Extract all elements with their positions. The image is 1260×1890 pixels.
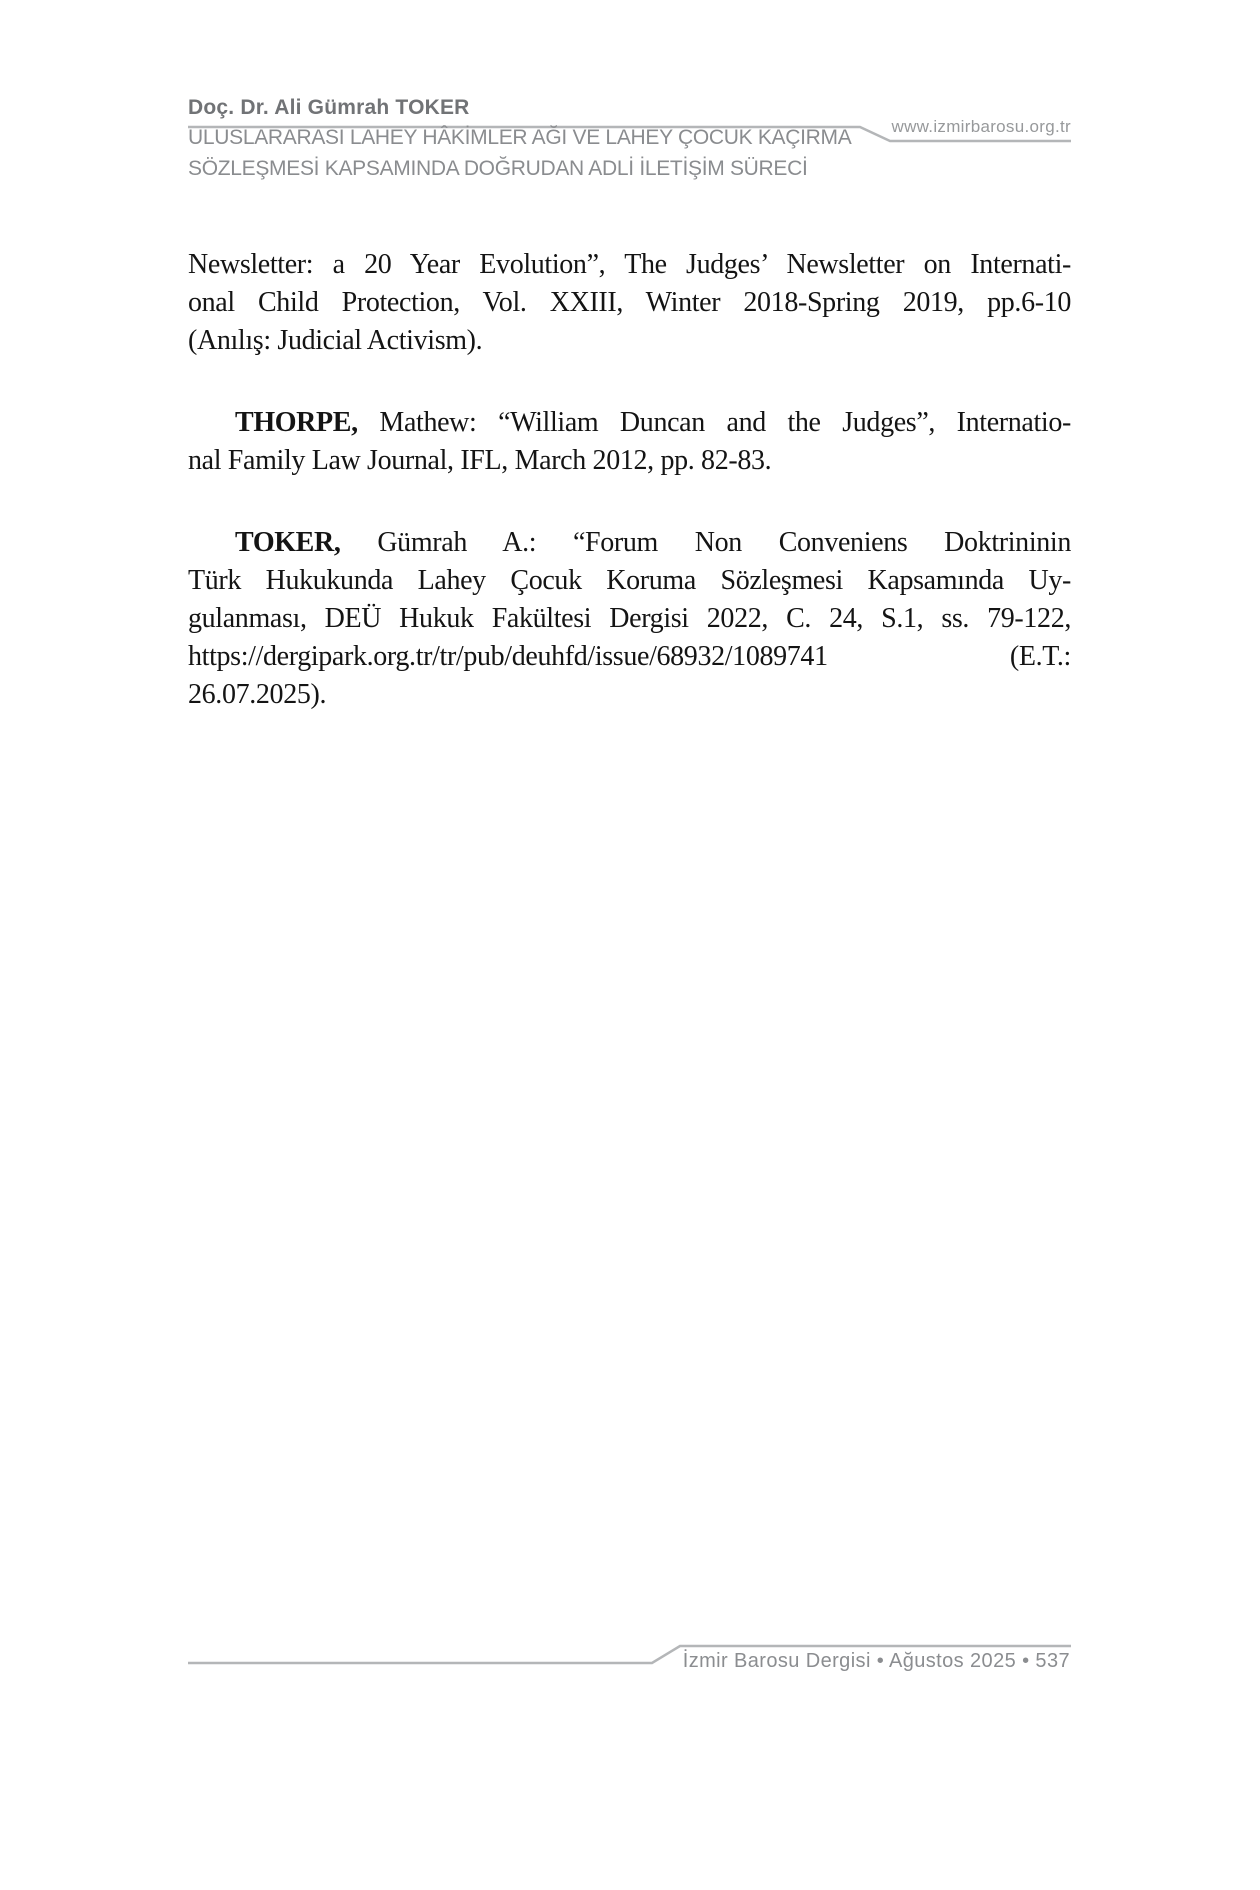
entry-text: Mathew: “William Duncan and the Judges”, Internatio- — [357, 407, 1071, 438]
article-title — [188, 122, 851, 184]
bibliography-entry — [188, 246, 1071, 360]
entry-text: Türk Hukukunda Lahey Çocuk Koruma Sözleşmesi Kapsamında Uy- — [188, 565, 1071, 596]
entry-text: (Anılış: Judicial Activism). — [188, 325, 483, 356]
bibliography-entry-line — [188, 442, 1071, 480]
bibliography-entry — [188, 404, 1071, 480]
article-title-line-1: ULUSLARARASI LAHEY HÂKİMLER AĞI VE LAHEY ÇOCUK KAÇIRMA — [188, 126, 852, 149]
entry-text: https://dergipark.org.tr/tr/pub/deuhfd/issue/68932/1089741 (E.T.: — [188, 641, 1071, 672]
entry-author-bold-text: TOKER, — [235, 527, 341, 558]
entry-text: nal Family Law Journal, IFL, March 2012, pp. 82-83. — [188, 445, 772, 476]
entry-text: gulanması, DEÜ Hukuk Fakültesi Dergisi 2022, C. 24, S.1, ss. 79-122, — [188, 603, 1071, 634]
entry-text: Newsletter: a 20 Year Evolution”, The Judges’ Newsletter on Internati- — [188, 249, 1071, 280]
bibliography-list — [188, 246, 1071, 758]
bibliography-entry-line — [188, 676, 1071, 714]
author-name: Doç. Dr. Ali Gümrah TOKER — [188, 96, 470, 119]
bibliography-entry-line — [188, 562, 1071, 600]
bibliography-entry-line — [188, 638, 1071, 676]
bibliography-entry-line — [188, 284, 1071, 322]
entry-text: 26.07.2025). — [188, 679, 327, 710]
article-title-line-2: SÖZLEŞMESİ KAPSAMINDA DOĞRUDAN ADLİ İLETİŞİM SÜRECİ — [188, 157, 808, 180]
footer-journal-info: İzmir Barosu Dergisi • Ağustos 2025 • 537 — [682, 1650, 1070, 1672]
bibliography-entry-line — [188, 246, 1071, 284]
bibliography-entry-line — [188, 600, 1071, 638]
journal-website-url: www.izmirbarosu.org.tr — [891, 117, 1071, 136]
bibliography-entry-line — [188, 322, 1071, 360]
bibliography-entry — [188, 524, 1071, 714]
entry-text: onal Child Protection, Vol. XXIII, Winter 2018-Spring 2019, pp.6-10 — [188, 287, 1071, 318]
entry-text: Gümrah A.: “Forum Non Conveniens Doktrininin — [340, 527, 1071, 558]
bibliography-entry-line — [188, 524, 1071, 562]
entry-author-bold-text: THORPE, — [235, 407, 358, 438]
bibliography-entry-line — [188, 404, 1071, 442]
